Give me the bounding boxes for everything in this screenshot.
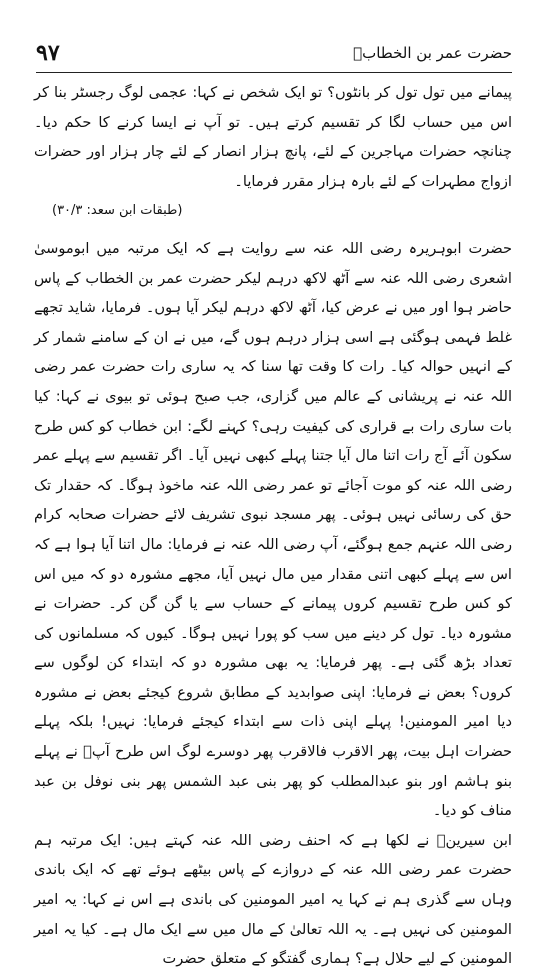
page-body bbox=[34, 78, 512, 974]
paragraph-gap bbox=[34, 226, 512, 234]
page-number: ٩٧ bbox=[36, 40, 60, 66]
source-reference bbox=[34, 196, 512, 226]
paragraph: پیمانے میں تول تول کر بانٹوں؟ تو ایک شخص نے کہا: عجمی لوگ رجسٹر بنا کر اس میں حساب لگا کر تقسیم کرتے ہیں۔ تو آپ نے ایسا کرنے کا حکم دیا۔ چنانچہ حضرات مہاجرین کے لئے، پانچ ہزار انصار کے لئے چار ہزار اور حضرات ازواج مطہرات کے لئے بارہ ہزار مقرر فرمایا۔ bbox=[34, 84, 512, 190]
paragraph: حضرت ابوہریرہ رضی اللہ عنہ سے روایت ہے کہ ایک مرتبہ میں ابوموسیٰ اشعری رضی اللہ عنہ سے آٹھ لاکھ درہم لیکر حضرت عمر بن الخطاب کے پاس حاضر ہوا اور میں نے عرض کیا، آٹھ لاکھ درہم لیکر آیا ہوں۔ فرمایا، شاید تجھے غلط فہمی ہوگئی ہے اسی ہزار درہم ہوں گے، میں نے ان کے سامنے شمار کر کے انہیں حوالہ کیا۔ رات کا وقت تھا سنا کہ یہ ساری رات حضرت عمر رضی اللہ عنہ نے پریشانی کے عالم میں گزاری، جب صبح ہوئی تو بیوی نے کہا: کیا بات ساری رات بے قراری کی کیفیت رہی؟ کہنے لگے: ابن خطاب کو کس طرح سکون آئے آج رات اتنا مال آیا جتنا پہلے کبھی نہیں آیا۔ اگر تقسیم سے پہلے عمر رضی اللہ عنہ کو موت آجائے تو عمر رضی اللہ عنہ ماخوذ ہوگا۔ کہ حقدار تک حق کی رسائی نہیں ہوئی۔ پھر مسجد نبوی تشریف لائے حضرات صحابہ کرام رضی اللہ عنہم جمع ہوگئے، آپ رضی اللہ عنہ نے فرمایا: مال اتنا آیا ہوا ہے کہ اس سے پہلے کبھی اتنی مقدار میں مال نہیں آیا، مجھے مشورہ دو کہ میں اس کو کس طرح تقسیم کروں پیمانے کے حساب سے یا گن گن کر۔ حضرات نے مشورہ دیا۔ تول کر دینے میں سب کو پورا نہیں ہوگا۔ کیوں کہ مسلمانوں کی تعداد بڑھ گئی ہے۔ پھر فرمایا: یہ بھی مشورہ دو کہ ابتداء کن لوگوں سے کروں؟ بعض نے فرمایا: اپنی صوابدید کے مطابق شروع کیجئے بعض نے مشورہ دیا امیر المومنین! پہلے اپنی ذات سے ابتداء کیجئے فرمایا: نہیں! بلکہ پہلے حضرات اہل بیت، پھر الاقرب فالاقرب پھر دوسرے لوگ اس طرح آپؓ نے پہلے بنو ہاشم اور بنو عبدالمطلب کو پھر بنی عبد الشمس پھر بنی نوفل بن عبد مناف کو دیا۔ bbox=[34, 239, 512, 820]
running-title: حضرت عمر بن الخطابؓ bbox=[353, 44, 512, 62]
source-reference-text: (طبقات ابن سعد: ۳۰/۳) bbox=[52, 203, 183, 219]
page-header bbox=[36, 36, 512, 70]
header-divider bbox=[36, 72, 512, 73]
paragraph: ابن سیرینؒ نے لکھا ہے کہ احنف رضی اللہ عنہ کہتے ہیں: ایک مرتبہ ہم حضرت عمر رضی اللہ عنہ کے دروازے کے پاس بیٹھے ہوئے تھے کہ ایک باندی وہاں سے گذری ہم نے کہا یہ امیر المومنین کی باندی ہے اس نے کہا: یہ امیر المومنین کی نہیں ہے۔ یہ اللہ تعالیٰ کے مال میں سے ایک مال ہے۔ کیا یہ امیر المومنین کے لیے حلال ہے؟ ہماری گفتگو کے متعلق حضرت bbox=[34, 831, 512, 968]
